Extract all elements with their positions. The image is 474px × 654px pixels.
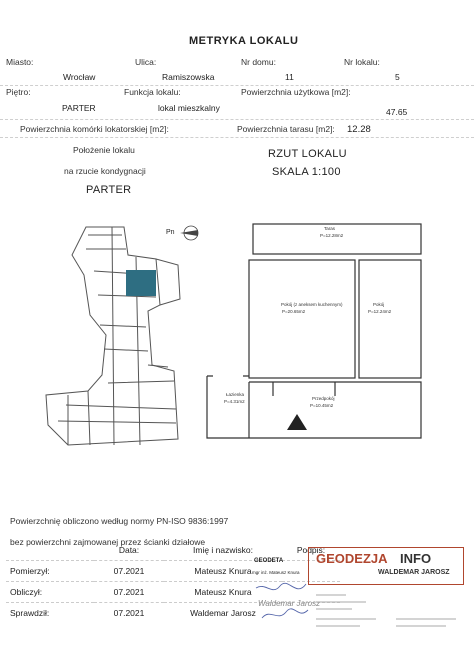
usable-area-label: Powierzchnia użytkowa [m2]: [241, 87, 351, 97]
function-label: Funkcja lokalu: [124, 87, 181, 97]
row-checked-name: Waldemar Jarosz [190, 608, 256, 618]
row-measured-date: 07.2021 [113, 566, 145, 576]
note-walls: bez powierzchni zajmowanej przez ścianki działowe [10, 537, 206, 547]
apartment-highlight [126, 270, 156, 296]
plan-scale: SKALA 1:100 [272, 166, 341, 178]
row-calculated-name: Mateusz Knura [194, 587, 252, 597]
location-line2: na rzucie kondygnacji [64, 166, 146, 176]
header-name: Imię i nazwisko: [193, 545, 253, 555]
note-norm: Powierzchnię obliczono według normy PN-ISO 9836:1997 [10, 516, 229, 526]
room-bathroom-name: Łazienka [226, 392, 245, 397]
document-title: METRYKA LOKALU [189, 35, 299, 47]
header-date: Data: [118, 545, 140, 555]
terrace-area-label: Powierzchnia tarasu [m2]: [237, 124, 335, 134]
entrance-marker [287, 414, 307, 430]
logo-owner: WALDEMAR JAROSZ [378, 569, 450, 576]
logo-brand-a: GEODEZJA [316, 551, 388, 566]
north-arrow-icon [178, 224, 204, 242]
apartment-plan [203, 220, 425, 445]
header-signature: Podpis: [296, 545, 326, 555]
location-floor: PARTER [86, 184, 132, 196]
city-value: Wrocław [63, 72, 96, 82]
street-label: Ulica: [135, 57, 157, 67]
location-line1: Położenie lokalu [73, 145, 135, 155]
house-number-label: Nr domu: [241, 57, 276, 67]
room-terrace-area: P=12.28m2 [320, 233, 344, 238]
row-checked-role: Sprawdził: [10, 608, 50, 618]
company-address-lines [316, 592, 466, 632]
plan-title: RZUT LOKALU [268, 148, 347, 160]
room-hall-name: Przedpokój [312, 396, 335, 401]
stamp-sub: mgr inż. Mateusz Knura [252, 570, 300, 575]
room-terrace-name: Taras [324, 226, 336, 231]
storage-area-label: Powierzchnia komórki lokatorskiej [m2]: [20, 124, 169, 134]
room-bedroom-name: Pokój [373, 302, 385, 307]
room-hall-area: P=10.45m2 [310, 403, 334, 408]
apartment-number-label: Nr lokalu: [344, 57, 380, 67]
room-living-name: Pokój (z aneksem kuchennym) [281, 302, 343, 307]
function-value: lokal mieszkalny [158, 103, 220, 113]
row-calculated-role: Obliczył: [10, 587, 43, 597]
room-living-area: P=20.65m2 [282, 309, 306, 314]
row-checked-date: 07.2021 [113, 608, 145, 618]
building-key-plan [28, 215, 208, 455]
row-measured-name: Mateusz Knura [194, 566, 252, 576]
logo-brand-b: INFO [400, 551, 432, 566]
room-bathroom-area: P=4.31m2 [224, 399, 245, 404]
row-measured-role: Pomierzył: [10, 566, 50, 576]
apartment-number-value: 5 [395, 72, 400, 82]
street-value: Ramiszowska [162, 72, 215, 82]
room-bedroom-area: P=12.24m2 [368, 309, 392, 314]
handwritten-signature [252, 578, 312, 628]
row-calculated-date: 07.2021 [113, 587, 145, 597]
stamp-name: Waldemar Jarosz [258, 599, 321, 608]
floor-value: PARTER [62, 103, 96, 113]
terrace-area-value: 12.28 [347, 124, 371, 135]
city-label: Miasto: [6, 57, 34, 67]
north-label: Pn [166, 229, 175, 236]
floor-label: Piętro: [6, 87, 31, 97]
usable-area-value: 47.65 [386, 107, 408, 117]
stamp-title: GEODETA [254, 558, 284, 564]
house-number-value: 11 [285, 72, 294, 82]
